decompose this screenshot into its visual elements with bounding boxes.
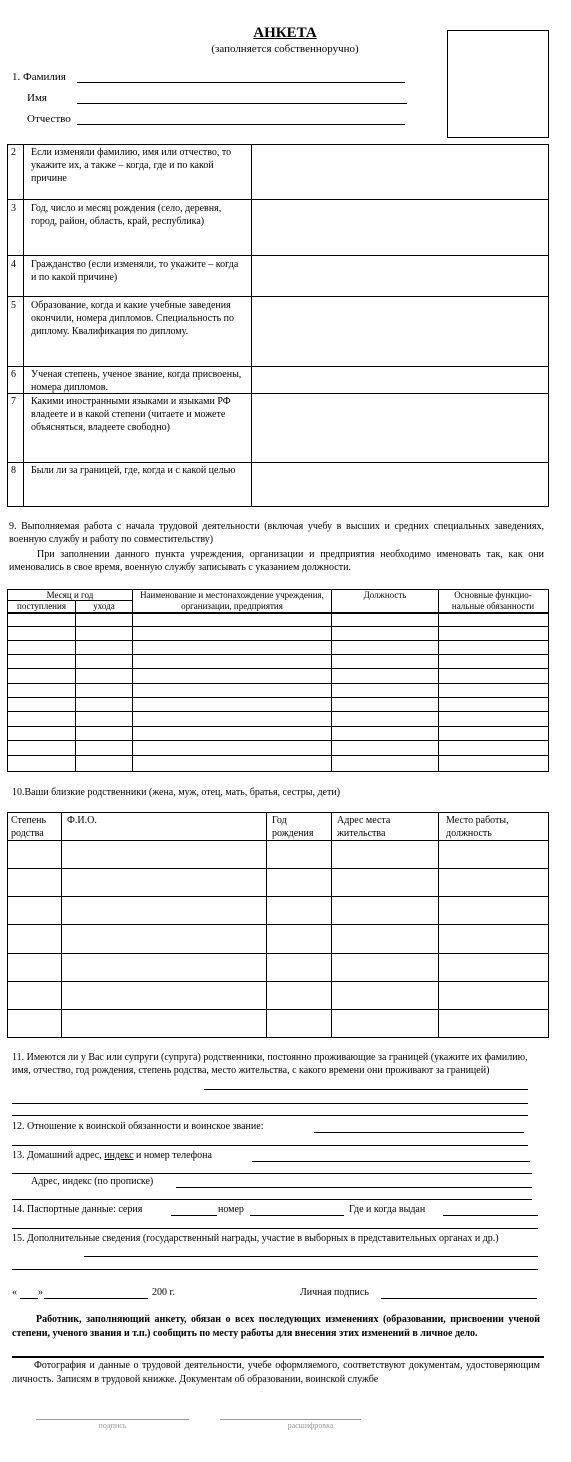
q6-number: 6 <box>11 369 16 380</box>
signature-label: Личная подпись <box>300 1287 369 1298</box>
patronymic-label: Отчество <box>27 113 71 125</box>
footer-sign-field[interactable] <box>36 1419 189 1420</box>
registration-address-label: Адрес, индекс (по прописке) <box>31 1176 154 1187</box>
work-history-rows[interactable] <box>8 614 546 769</box>
passport-number-field[interactable] <box>250 1215 344 1216</box>
page-title: АНКЕТА <box>253 25 317 41</box>
q2-text: Если изменяли фамилию, имя или отчество, то укажите их, а также – когда, где и по какой причине <box>31 147 232 184</box>
date-year-label: 200 г. <box>152 1287 175 1298</box>
q6-answer[interactable] <box>253 368 545 392</box>
section11-text: 11. Имеются ли у Вас или супруги (супруга) родственники, постоянно проживающие за границей (укажите их фамилию, имя, отчество, год рождения, степень родства, место жительства, с какого времени они проживают за границей) <box>12 1052 528 1076</box>
certify-text: Фотография и данные о трудовой деятельности, учебе оформляемого, соответствуют документам, удостоверяющим личность. Записям в трудовой книжке. Документам об образовании, воинской службе <box>12 1360 540 1385</box>
section10-text: 10.Ваши близкие родственники (жена, муж, отец, мать, братья, сестры, дети) <box>12 787 341 798</box>
home-address-field-2[interactable] <box>12 1173 532 1174</box>
name-field[interactable] <box>77 103 407 104</box>
section12-text: 12. Отношение к воинской обязанности и воинское звание: <box>12 1121 264 1132</box>
home-address-field[interactable] <box>252 1161 530 1162</box>
date-day-field[interactable] <box>20 1298 38 1299</box>
q8-answer[interactable] <box>253 464 545 504</box>
q3-answer[interactable] <box>253 202 545 254</box>
col-start: поступления <box>17 601 66 611</box>
q2-number: 2 <box>11 147 16 158</box>
notice-text: Работник, заполняющий анкету, обязан о всех последующих изменениях (образовании, присвоении ученой степени, ученого звания и т.п.) сообщить по месту работы для внесения этих изменений в личное дело. <box>12 1314 540 1339</box>
relatives-rows[interactable] <box>8 842 546 1035</box>
section13-label-c: и номер телефона <box>136 1150 212 1161</box>
section12-field-1[interactable] <box>314 1132 524 1133</box>
section12-field-2[interactable] <box>12 1145 528 1146</box>
q4-answer[interactable] <box>253 258 545 295</box>
footer-decode-field[interactable] <box>220 1419 361 1420</box>
col-duties: Основные функцио-нальные обязанности <box>451 590 535 611</box>
col-relation: Степень родства <box>11 815 47 839</box>
section9-note: При заполнении данного пункта учреждения, организации и предприятия необходимо именовать так, как они именовались в свое время, военную службу записывать с указанием должности. <box>9 549 544 573</box>
section11-field-1[interactable] <box>204 1089 528 1090</box>
registration-address-field-2[interactable] <box>12 1199 532 1200</box>
patronymic-field[interactable] <box>77 124 405 125</box>
col-position: Должность <box>363 590 407 600</box>
col-end: ухода <box>93 601 115 611</box>
passport-issued-field[interactable] <box>443 1215 538 1216</box>
q7-text: Какими иностранными языками и языками РФ владеете и в какой степени (читаете и можете объясняться, владеете свободно) <box>31 396 231 433</box>
photo-box <box>447 30 549 138</box>
q5-number: 5 <box>11 300 16 311</box>
section13-label-a: 13. Домашний адрес, <box>12 1150 102 1161</box>
registration-address-field[interactable] <box>176 1187 532 1188</box>
section9-text: 9. Выполняемая работа с начала трудовой деятельности (включая учебу в высших и средних специальных заведениях, военную службу и работу по совместительству) <box>9 521 544 545</box>
q2-answer[interactable] <box>253 146 545 198</box>
passport-field-2[interactable] <box>12 1228 538 1229</box>
date-close-quote: » <box>38 1287 43 1298</box>
footer-decode-label: расшифровка <box>287 1421 334 1430</box>
q4-number: 4 <box>11 259 16 270</box>
col-month-year: Месяц и год <box>46 590 94 600</box>
passport-series-label: 14. Паспортные данные: серия <box>12 1204 143 1215</box>
date-open-quote: « <box>12 1287 17 1298</box>
section15-field-1[interactable] <box>84 1256 538 1257</box>
section15-field-2[interactable] <box>12 1269 538 1270</box>
q7-answer[interactable] <box>253 395 545 461</box>
q5-text: Образование, когда и какие учебные заведения окончили, номера дипломов. Специальность по диплому. Квалификация по диплому. <box>31 300 234 337</box>
col-address: Адрес места жительства <box>337 815 391 839</box>
date-month-field[interactable] <box>44 1298 148 1299</box>
section15-text: 15. Дополнительные сведения (государственный награды, участие в выборных в представительных органах и др.) <box>12 1233 499 1244</box>
section11-field-2[interactable] <box>12 1103 528 1104</box>
signature-field[interactable] <box>381 1298 537 1299</box>
footer-sign-label: подпись <box>98 1421 127 1430</box>
section13-label-b: индекс <box>104 1150 134 1161</box>
q4-text: Гражданство (если изменяли, то укажите – когда и по какой причине) <box>31 259 239 283</box>
notice-divider <box>12 1356 544 1358</box>
q3-number: 3 <box>11 203 16 214</box>
section11-field-3[interactable] <box>12 1115 528 1116</box>
page-subtitle: (заполняется собственноручно) <box>211 43 359 55</box>
name-label: Имя <box>27 92 47 104</box>
col-birth: Год рождения <box>272 815 314 839</box>
q5-answer[interactable] <box>253 299 545 365</box>
q8-text: Были ли за границей, где, когда и с какой целью <box>31 465 236 476</box>
surname-field[interactable] <box>77 82 405 83</box>
q7-number: 7 <box>11 396 16 407</box>
col-work: Место работы, должность <box>446 815 509 839</box>
q3-text: Год, число и месяц рождения (село, деревня, город, район, область, край, республика) <box>31 203 222 227</box>
surname-label: 1. Фамилия <box>12 71 66 83</box>
passport-number-label: номер <box>218 1204 244 1215</box>
q8-number: 8 <box>11 465 16 476</box>
passport-issued-label: Где и когда выдан <box>349 1204 426 1215</box>
section13-text <box>12 1149 212 1162</box>
col-fio: Ф.И.О. <box>67 815 97 826</box>
col-org: Наименование и местонахождение учреждения, организации, предприятия <box>140 590 324 611</box>
passport-series-field[interactable] <box>171 1215 217 1216</box>
q6-text: Ученая степень, ученое звание, когда присвоены, номера дипломов. <box>31 369 242 393</box>
